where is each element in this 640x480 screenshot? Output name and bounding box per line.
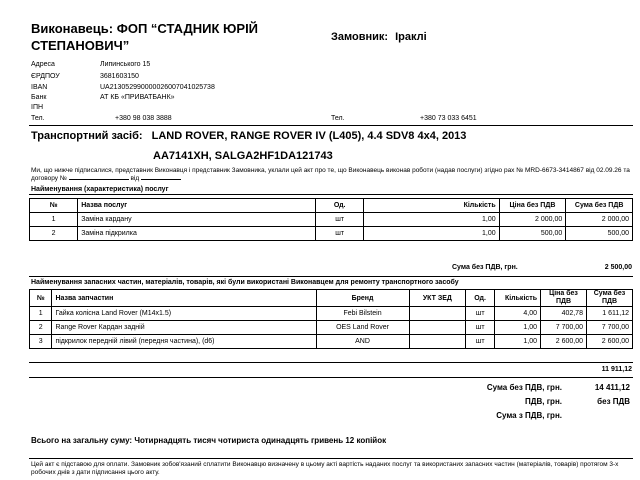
- parts-header-row: [30, 290, 633, 307]
- cell: 2 000,00: [566, 213, 633, 227]
- divider: [29, 362, 633, 363]
- cell: шт: [316, 227, 364, 241]
- cell: 1 611,12: [586, 307, 632, 321]
- contract-number-blank: [69, 179, 129, 180]
- vehicle-line1: LAND ROVER, RANGE ROVER IV (L405), 4.4 SDV8 4x4, 2013: [151, 130, 467, 142]
- total-words-block: [31, 436, 386, 445]
- total-words-label: Всього на загальну суму:: [31, 436, 133, 445]
- cell: Range Rover Кардан задній: [52, 321, 316, 335]
- parts-header-no: №: [30, 290, 52, 307]
- customer-block: [331, 31, 427, 43]
- cell: 2 600,00: [541, 335, 587, 349]
- cell: 1,00: [495, 335, 541, 349]
- cell: 402,78: [541, 307, 587, 321]
- detail-value-address: Липинського 15: [100, 61, 151, 68]
- parts-header-name: Назва запчастин: [52, 290, 316, 307]
- cell: шт: [466, 321, 495, 335]
- cell: [409, 307, 466, 321]
- parts-subtotal-value: 11 911,12: [601, 366, 632, 373]
- parts-header-brand: Бренд: [316, 290, 409, 307]
- parts-header-unit: Од.: [466, 290, 495, 307]
- table-row: [30, 307, 633, 321]
- cell: шт: [316, 213, 364, 227]
- detail-value-phone: +380 98 038 3888: [115, 115, 172, 122]
- cell: OES Land Rover: [316, 321, 409, 335]
- customer-label: Замовник:: [331, 31, 389, 43]
- detail-label-edrpou: ЄРДПОУ: [31, 73, 60, 80]
- contract-date-blank: [141, 179, 181, 180]
- services-header-no: №: [30, 199, 78, 213]
- detail-label-address: Адреса: [31, 61, 55, 68]
- cell: 2: [30, 321, 52, 335]
- total-label-with-vat: Сума з ПДВ, грн.: [496, 411, 562, 420]
- cell: Заміна кардану: [78, 213, 316, 227]
- total-words: Чотирнадцять тисяч чотириста одинадцять гривень 12 копійок: [134, 436, 387, 445]
- detail-label-bank: Банк: [31, 94, 47, 101]
- table-row: [30, 335, 633, 349]
- cell: AND: [316, 335, 409, 349]
- cell: 1: [30, 307, 52, 321]
- executor-name: ФОП “СТАДНИК ЮРІЙ: [116, 21, 259, 36]
- services-header-qty: Кількість: [364, 199, 499, 213]
- parts-header-ukt: УКТ ЗЕД: [409, 290, 466, 307]
- detail-value-iban: UA213052990000026007041025738: [100, 84, 215, 91]
- customer-phone-label: Тел.: [331, 115, 345, 122]
- cell: шт: [466, 307, 495, 321]
- cell: 7 700,00: [586, 321, 632, 335]
- intro-text: [31, 167, 631, 183]
- executor-block: [31, 20, 258, 54]
- cell: шт: [466, 335, 495, 349]
- cell: 4,00: [495, 307, 541, 321]
- cell: 500,00: [566, 227, 633, 241]
- parts-header-sum: Сума без ПДВ: [586, 290, 632, 307]
- divider: [29, 125, 633, 126]
- parts-section-title: Найменування запасних частин, матеріалів, товарів, які були використані Виконавцем для ремонту транспортного засобу: [31, 279, 459, 286]
- cell: 2: [30, 227, 78, 241]
- cell: 1,00: [364, 213, 499, 227]
- intro-text-main: Ми, що нижче підписалися, представник Виконавця і представник Замовника, уклали цей акт про те, що Виконавець виконав роботи (надав послуги) згідно рах № MRD-6673-3414867 від 02.09.26 та договору №: [31, 167, 630, 182]
- detail-label-ipn: ІПН: [31, 104, 44, 111]
- services-total-value: 2 500,00: [604, 264, 632, 271]
- executor-label: Виконавець:: [31, 21, 114, 36]
- detail-value-edrpou: 3681603150: [100, 73, 139, 80]
- cell: Гайка колісна Land Rover (M14x1.5): [52, 307, 316, 321]
- divider: [29, 458, 633, 459]
- cell: Заміна підкрилка: [78, 227, 316, 241]
- vehicle-label: Транспортний засіб:: [31, 130, 143, 142]
- services-section-title: Найменування (характеристика) послуг: [31, 186, 169, 193]
- divider: [29, 276, 633, 277]
- cell: 500,00: [499, 227, 566, 241]
- parts-header-qty: Кількість: [495, 290, 541, 307]
- total-label-vat: ПДВ, грн.: [525, 397, 562, 406]
- table-row: [30, 227, 633, 241]
- divider: [29, 377, 633, 378]
- services-header-row: [30, 199, 633, 213]
- customer-name: Іраклі: [395, 31, 427, 43]
- cell: [409, 321, 466, 335]
- customer-phone: +380 73 033 6451: [420, 115, 477, 122]
- detail-label-phone: Тел.: [31, 115, 45, 122]
- cell: 2 000,00: [499, 213, 566, 227]
- divider: [29, 194, 633, 195]
- cell: 7 700,00: [541, 321, 587, 335]
- services-table: [29, 198, 633, 241]
- total-label-without-vat: Сума без ПДВ, грн.: [486, 383, 562, 392]
- parts-table: [29, 289, 633, 349]
- cell: 1,00: [364, 227, 499, 241]
- parts-header-price: Ціна без ПДВ: [541, 290, 587, 307]
- total-value-vat: без ПДВ: [597, 397, 630, 406]
- cell: підкрилок передній лівий (передня частина), (d6): [52, 335, 316, 349]
- services-header-price: Ціна без ПДВ: [499, 199, 566, 213]
- table-row: [30, 213, 633, 227]
- cell: 1,00: [495, 321, 541, 335]
- intro-text-from: від: [130, 175, 140, 182]
- detail-label-iban: IBAN: [31, 84, 48, 91]
- cell: 1: [30, 213, 78, 227]
- footer-text: Цей акт є підставою для оплати. Замовник зобов'язаний сплатити Виконавцю визначену в цьому акті вартість наданих послуг та використаних запасних частин (матеріалів, товарів) протягом 3-х робочих днів з дати підписання цього акту.: [31, 461, 619, 476]
- services-header-unit: Од.: [316, 199, 364, 213]
- executor-name-line2: СТЕПАНОВИЧ”: [31, 38, 130, 53]
- cell: [409, 335, 466, 349]
- services-header-sum: Сума без ПДВ: [566, 199, 633, 213]
- cell: 2 600,00: [586, 335, 632, 349]
- total-value-without-vat: 14 411,12: [594, 383, 630, 392]
- cell: 3: [30, 335, 52, 349]
- services-header-name: Назва послуг: [78, 199, 316, 213]
- services-total-label: Сума без ПДВ, грн.: [452, 264, 518, 271]
- cell: Febi Bilstein: [316, 307, 409, 321]
- detail-value-bank: АТ КБ «ПРИВАТБАНК»: [100, 94, 175, 101]
- vehicle-block: [31, 130, 466, 142]
- table-row: [30, 321, 633, 335]
- vehicle-line2: AA7141XH, SALGA2HF1DA121743: [153, 150, 333, 162]
